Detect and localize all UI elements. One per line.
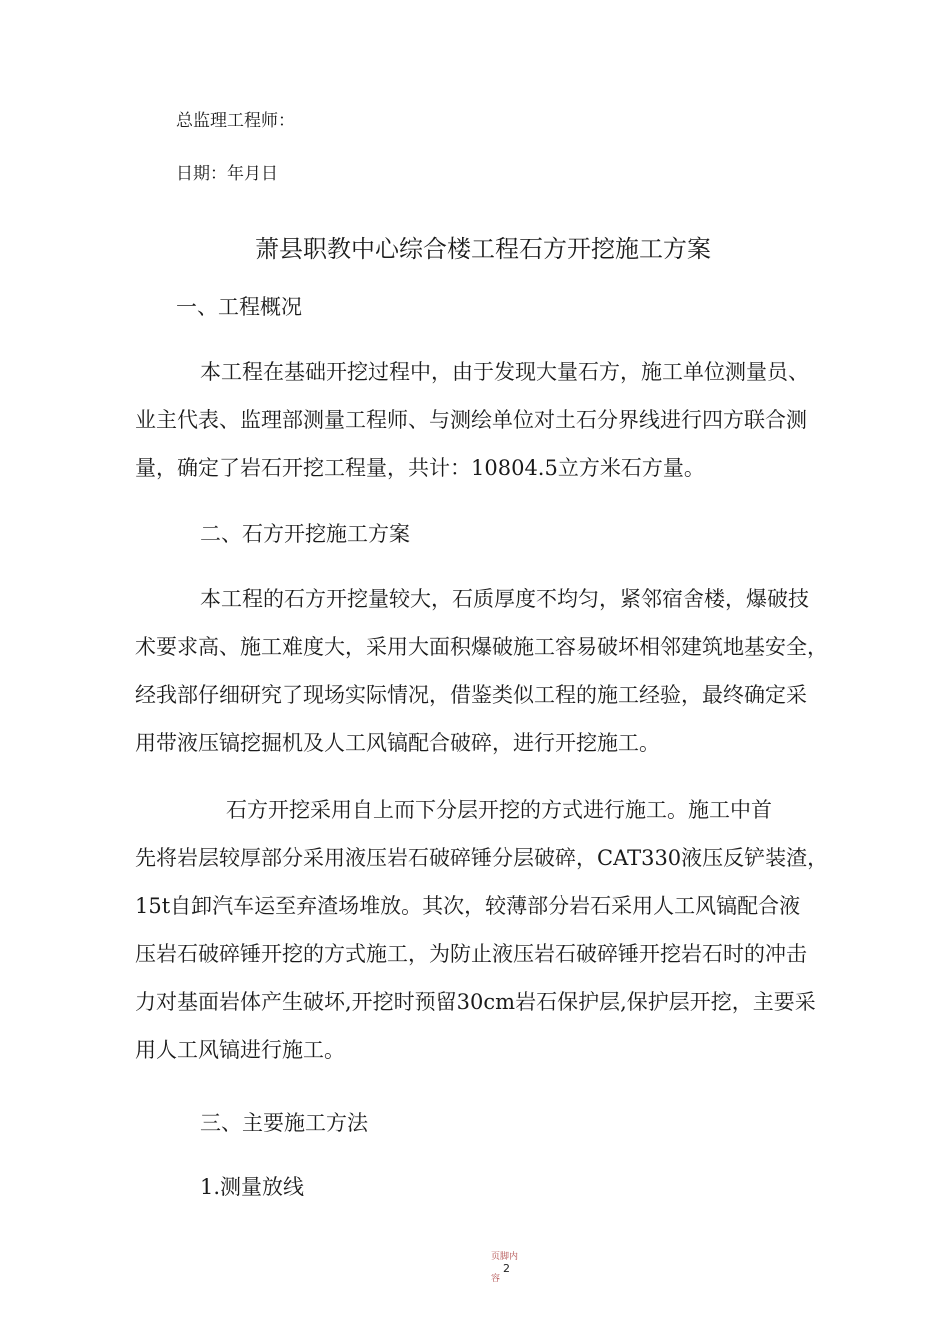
- paragraph-line: 先将岩层较厚部分采用液压岩石破碎锤分层破碎，CAT330液压反铲装渣，: [135, 846, 829, 870]
- footer-label-top: 页脚内: [491, 1252, 519, 1262]
- subsection-heading-survey: 1.测量放线: [200, 1175, 305, 1199]
- document-title: 萧县职教中心综合楼工程石方开挖施工方案: [255, 235, 711, 263]
- paragraph-line: 量，确定了岩石开挖工程量，共计：10804.5立方米石方量。: [135, 456, 705, 480]
- paragraph-line: 术要求高、施工难度大，采用大面积爆破施工容易破坏相邻建筑地基安全，: [135, 635, 828, 659]
- section-heading-plan: 二、石方开挖施工方案: [200, 522, 410, 546]
- paragraph-line: 业主代表、监理部测量工程师、与测绘单位对土石分界线进行四方联合测: [135, 408, 807, 432]
- header-chief-engineer: 总监理工程师：: [176, 111, 295, 131]
- paragraph-line: 石方开挖采用自上而下分层开挖的方式进行施工。施工中首: [226, 798, 772, 822]
- section-heading-methods: 三、主要施工方法: [200, 1111, 368, 1135]
- paragraph-line: 本工程在基础开挖过程中，由于发现大量石方，施工单位测量员、: [200, 360, 809, 384]
- paragraph-line: 用带液压镐挖掘机及人工风镐配合破碎，进行开挖施工。: [135, 731, 660, 755]
- paragraph-line: 用人工风镐进行施工。: [135, 1038, 345, 1062]
- paragraph-line: 力对基面岩体产生破坏,开挖时预留30cm岩石保护层,保护层开挖，主要采: [135, 990, 816, 1014]
- footer-label-bottom: 容: [491, 1274, 501, 1284]
- paragraph-line: 15t自卸汽车运至弃渣场堆放。其次，较薄部分岩石采用人工风镐配合液: [135, 894, 801, 918]
- paragraph-line: 经我部仔细研究了现场实际情况，借鉴类似工程的施工经验，最终确定采: [135, 683, 807, 707]
- page-number: 2: [503, 1262, 510, 1275]
- header-date: 日期：年月日: [176, 164, 278, 184]
- section-heading-overview: 一、工程概况: [176, 295, 302, 319]
- paragraph-line: 本工程的石方开挖量较大，石质厚度不均匀，紧邻宿舍楼，爆破技: [200, 587, 809, 611]
- paragraph-line: 压岩石破碎锤开挖的方式施工，为防止液压岩石破碎锤开挖岩石时的冲击: [135, 942, 807, 966]
